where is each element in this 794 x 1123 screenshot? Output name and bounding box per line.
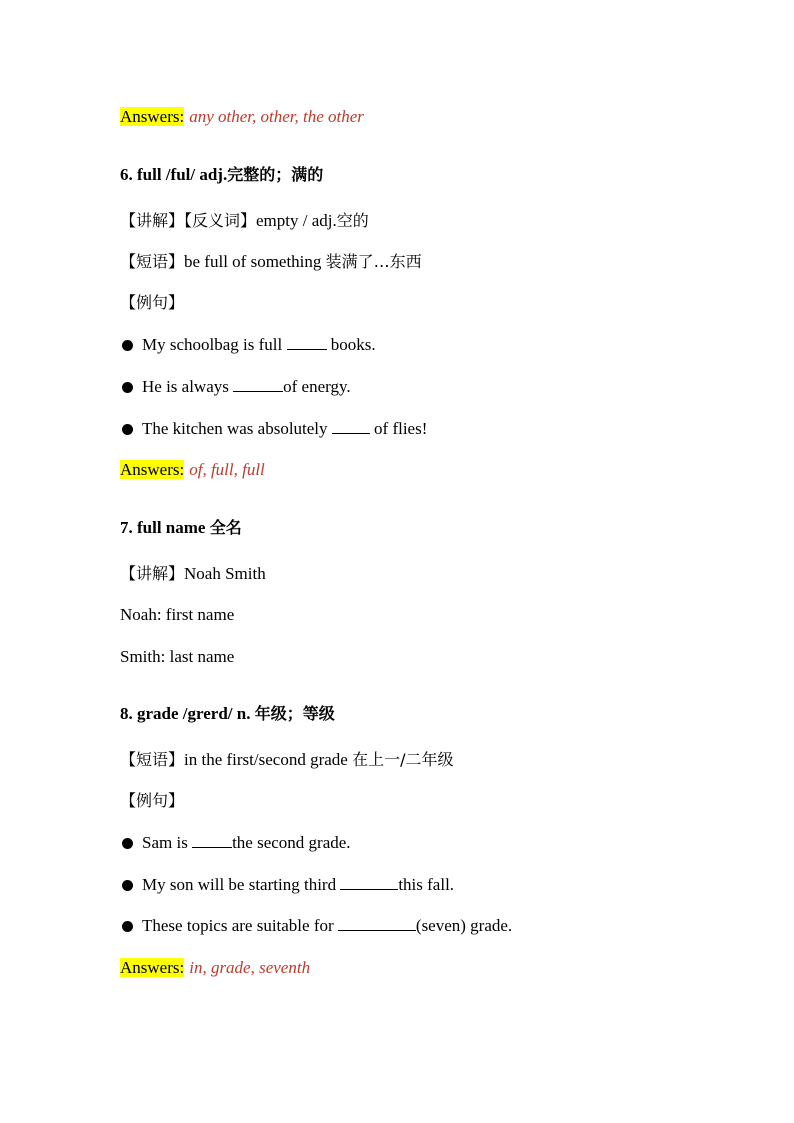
heading-text: 7. full name: [120, 518, 210, 537]
example-text: this fall.: [398, 875, 455, 894]
example-item: [142, 334, 376, 356]
phrase-text: in the first/second grade: [184, 750, 353, 769]
example-item: [142, 832, 351, 854]
example-tag: 【例句】: [120, 791, 185, 810]
heading-cn: 全名: [209, 518, 242, 537]
section-7-line2: Smith: last name: [120, 647, 235, 666]
explain-cn: 空的: [336, 211, 369, 230]
blank-line: [233, 376, 283, 392]
bullet-icon: [122, 921, 133, 932]
example-text: (seven) grade.: [415, 916, 513, 935]
answers-label: Answers:: [120, 958, 185, 977]
blank-line: [338, 915, 416, 931]
blank-line: [340, 874, 398, 890]
example-text: books.: [326, 335, 376, 354]
answers-line-5: [120, 106, 364, 128]
answers-text: of, full, full: [189, 460, 265, 479]
phrase-text: be full of something: [184, 252, 326, 271]
answers-line-6: [120, 459, 265, 481]
example-text: Sam is: [142, 833, 193, 852]
example-item: [142, 418, 427, 440]
answers-text: any other, other, the other: [189, 107, 364, 126]
section-7-line1: Noah: first name: [120, 605, 235, 624]
heading-cn: 年级；等级: [254, 704, 335, 723]
explain-text: empty / adj.: [256, 211, 337, 230]
example-item: [142, 915, 512, 937]
heading-text: 8. grade /grerd/ n.: [120, 704, 255, 723]
blank-line: [332, 418, 370, 434]
example-text: My schoolbag is full: [142, 335, 287, 354]
explain-tag: 【讲解】: [120, 564, 185, 583]
phrase-cn: 在上一/二年级: [352, 750, 454, 769]
example-text: He is always: [142, 377, 234, 396]
answers-label: Answers:: [120, 107, 185, 126]
answers-line-8: [120, 957, 310, 979]
section-8-heading: [120, 703, 335, 725]
section-7-heading: [120, 517, 242, 539]
phrase-cn: 装满了…东西: [325, 252, 422, 271]
heading-cn: 完整的；满的: [227, 165, 324, 184]
answers-label: Answers:: [120, 460, 185, 479]
example-text: My son will be starting third: [142, 875, 341, 894]
heading-text: 6. full /ful/ adj.: [120, 165, 228, 184]
example-item: [142, 874, 454, 896]
section-8-example-tag: [120, 790, 184, 812]
example-text: These topics are suitable for: [142, 916, 338, 935]
example-text: The kitchen was absolutely: [142, 419, 332, 438]
bullet-icon: [122, 340, 133, 351]
bullet-icon: [122, 838, 133, 849]
explain-text: Noah Smith: [184, 564, 266, 583]
explain-tag: 【讲解】【反义词】: [120, 211, 257, 230]
section-6-phrase: [120, 251, 422, 273]
section-6-explain: [120, 210, 369, 232]
example-item: [142, 376, 351, 398]
bullet-icon: [122, 382, 133, 393]
bullet-icon: [122, 880, 133, 891]
section-8-phrase: [120, 749, 453, 771]
example-tag: 【例句】: [120, 293, 185, 312]
example-text: of flies!: [369, 419, 428, 438]
answers-text: in, grade, seventh: [189, 958, 311, 977]
section-7-explain: [120, 563, 266, 585]
phrase-tag: 【短语】: [120, 750, 185, 769]
blank-line: [287, 334, 327, 350]
section-6-example-tag: [120, 292, 184, 314]
example-text: the second grade.: [232, 833, 351, 852]
example-text: of energy.: [283, 377, 351, 396]
section-6-heading: [120, 164, 323, 186]
phrase-tag: 【短语】: [120, 252, 185, 271]
blank-line: [192, 832, 232, 848]
bullet-icon: [122, 424, 133, 435]
